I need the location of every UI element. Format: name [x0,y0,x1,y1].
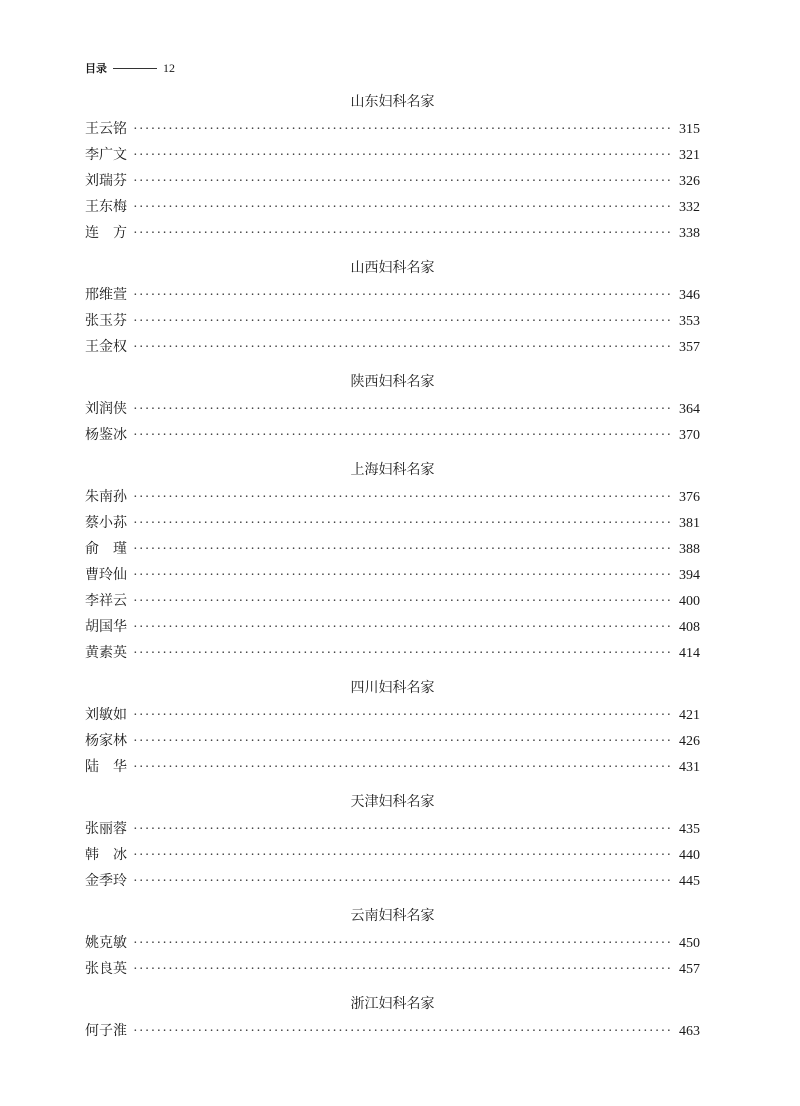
running-head-title: 目录 [85,62,107,75]
toc-entry[interactable] [85,842,700,868]
toc-entry-name: 刘润侠 [85,401,127,417]
toc-entry-page-number: 414 [679,646,700,661]
dot-leader [133,615,673,641]
dot-leader [133,589,673,615]
toc-entry-name: 王金权 [85,339,127,355]
toc-entry-name: 曹玲仙 [85,567,127,583]
dot-leader [133,931,673,957]
toc-entry[interactable] [85,194,700,220]
toc-entry[interactable] [85,956,700,982]
toc-entry-page-number: 353 [679,314,700,329]
dot-leader [133,309,673,335]
section-title: 山东妇科名家 [350,94,435,110]
toc-entry-name: 刘敏如 [85,707,127,723]
toc-entry-page-number: 381 [679,516,700,531]
toc-entry[interactable] [85,640,700,666]
dot-leader [133,423,673,449]
toc-entry-name: 邢维萱 [85,287,127,303]
toc-entry-page-number: 440 [679,848,700,863]
toc-entry-name: 朱南孙 [85,489,127,505]
toc-entry-page-number: 445 [679,874,700,889]
toc-entry[interactable] [85,220,700,246]
toc-entry-name: 李广文 [85,147,127,163]
dot-leader [133,511,673,537]
toc-entry-page-number: 408 [679,620,700,635]
section-title: 四川妇科名家 [350,680,435,696]
dot-leader [133,117,673,143]
toc-entry[interactable] [85,116,700,142]
dot-leader [133,1019,673,1045]
section-title: 陕西妇科名家 [350,374,435,390]
toc-entry-name: 李祥云 [85,593,127,609]
toc-entry-page-number: 421 [679,708,700,723]
toc-entry[interactable] [85,142,700,168]
dot-leader [133,869,673,895]
toc-entry-name: 杨家林 [85,733,127,749]
toc-entry-page-number: 376 [679,490,700,505]
toc-entry-name: 金季玲 [85,873,127,889]
toc-entry[interactable] [85,422,700,448]
toc-entry[interactable] [85,816,700,842]
dot-leader [133,169,673,195]
toc-entry-name: 韩 冰 [85,847,127,863]
toc-entry[interactable] [85,282,700,308]
toc-entry-page-number: 332 [679,200,700,215]
dot-leader [133,755,673,781]
dot-leader [133,843,673,869]
dot-leader [133,335,673,361]
toc-entry-page-number: 400 [679,594,700,609]
table-of-contents [85,88,700,1044]
toc-entry-name: 张丽蓉 [85,821,127,837]
dot-leader [133,641,673,667]
toc-entry[interactable] [85,334,700,360]
toc-entry-name: 姚克敏 [85,935,127,951]
toc-entry-page-number: 326 [679,174,700,189]
dot-leader [133,817,673,843]
toc-entry-page-number: 321 [679,148,700,163]
dot-leader [133,729,673,755]
toc-entry-name: 俞 瑾 [85,541,127,557]
toc-entry-name: 张玉芬 [85,313,127,329]
dot-leader [133,563,673,589]
toc-entry-name: 王东梅 [85,199,127,215]
toc-entry[interactable] [85,562,700,588]
dot-leader [133,397,673,423]
toc-entry[interactable] [85,930,700,956]
toc-entry[interactable] [85,588,700,614]
toc-entry-page-number: 388 [679,542,700,557]
toc-entry-page-number: 457 [679,962,700,977]
section-title: 天津妇科名家 [350,794,435,810]
running-head [85,60,175,76]
toc-entry[interactable] [85,484,700,510]
toc-entry-page-number: 346 [679,288,700,303]
toc-entry-page-number: 426 [679,734,700,749]
toc-entry[interactable] [85,728,700,754]
toc-entry-name: 张良英 [85,961,127,977]
section-title: 上海妇科名家 [350,462,435,478]
toc-entry-page-number: 450 [679,936,700,951]
toc-entry-name: 蔡小荪 [85,515,127,531]
toc-entry-name: 黄素英 [85,645,127,661]
toc-entry[interactable] [85,702,700,728]
toc-entry[interactable] [85,510,700,536]
dot-leader [133,221,673,247]
toc-entry-page-number: 431 [679,760,700,775]
toc-entry[interactable] [85,308,700,334]
toc-entry[interactable] [85,396,700,422]
toc-entry-page-number: 370 [679,428,700,443]
dot-leader [133,703,673,729]
running-head-page-number: 12 [163,60,175,75]
section-title: 山西妇科名家 [350,260,435,276]
dot-leader [133,195,673,221]
dot-leader [133,957,673,983]
toc-entry-name: 胡国华 [85,619,127,635]
toc-entry-page-number: 357 [679,340,700,355]
toc-entry[interactable] [85,614,700,640]
toc-entry-name: 刘瑞芬 [85,173,127,189]
toc-entry-name: 何子淮 [85,1023,127,1039]
dot-leader [133,283,673,309]
dot-leader [133,485,673,511]
toc-entry-page-number: 463 [679,1024,700,1039]
toc-entry-page-number: 338 [679,226,700,241]
toc-entry-page-number: 315 [679,122,700,137]
running-head-rule [113,68,157,69]
toc-entry[interactable] [85,168,700,194]
toc-entry[interactable] [85,1018,700,1044]
dot-leader [133,537,673,563]
toc-entry[interactable] [85,536,700,562]
toc-entry-name: 连 方 [85,225,127,241]
toc-entry-page-number: 394 [679,568,700,583]
toc-entry[interactable] [85,868,700,894]
toc-entry-name: 王云铭 [85,121,127,137]
section-title: 浙江妇科名家 [350,996,435,1012]
toc-entry-name: 陆 华 [85,759,127,775]
dot-leader [133,143,673,169]
section-title: 云南妇科名家 [350,908,435,924]
toc-entry-page-number: 364 [679,402,700,417]
toc-entry-page-number: 435 [679,822,700,837]
toc-entry-name: 杨鉴冰 [85,427,127,443]
toc-entry[interactable] [85,754,700,780]
